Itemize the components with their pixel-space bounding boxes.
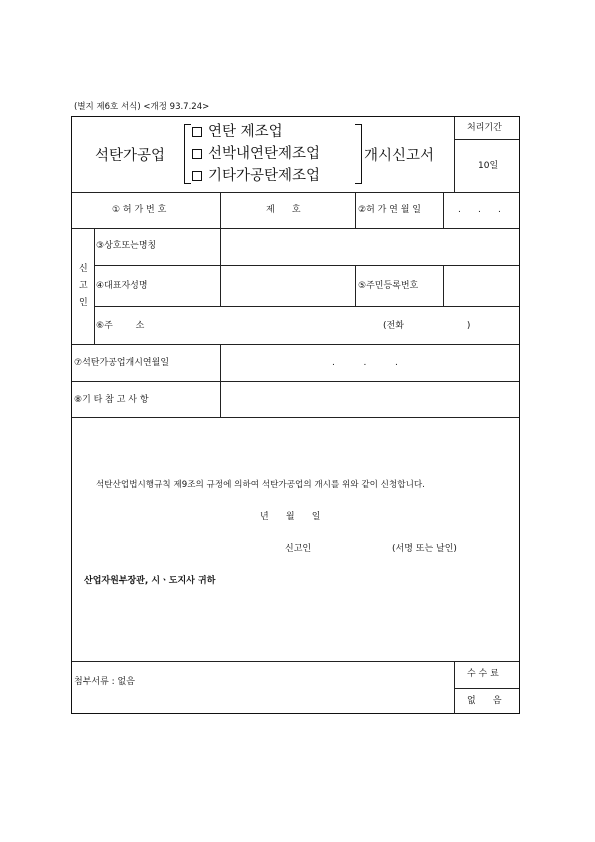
start-date-value: . . .	[332, 358, 398, 368]
checkbox-icon	[192, 171, 202, 181]
permit-date-value: . . .	[458, 205, 501, 215]
fee-value: 없 음	[467, 696, 502, 706]
resident-no-label: ⑤주민등록번호	[358, 281, 419, 291]
start-date-label: ⑦석탄가공업개시연월일	[74, 358, 170, 368]
fee-label: 수 수 료	[467, 669, 499, 679]
processing-value: 10일	[478, 161, 499, 171]
phone-label: (전화 )	[383, 321, 471, 331]
rep-name-label: ④대표자성명	[96, 281, 148, 291]
other-label: ⑧기 타 참 고 사 항	[74, 395, 149, 405]
permit-no-label: ① 허 가 번 호	[112, 205, 167, 215]
title-option-1: 연탄 제조업	[192, 125, 283, 140]
date-line: 년 월 일	[260, 512, 321, 522]
reporter-label-3: 인	[79, 298, 88, 308]
title-prefix: 석탄가공업	[95, 148, 166, 164]
reporter-label-2: 고	[79, 281, 88, 291]
checkbox-icon	[192, 149, 202, 159]
permit-no-value: 제 호	[266, 205, 301, 215]
processing-label: 처리기간	[467, 123, 502, 133]
addressee: 산업자원부장관, 시ㆍ도지사 귀하	[84, 576, 216, 586]
left-bracket	[184, 124, 191, 184]
right-bracket	[355, 124, 362, 184]
title-option-2: 선박내연탄제조업	[192, 147, 320, 162]
attachments: 첨부서류 : 없음	[74, 677, 135, 687]
reporter-name: 신고인	[285, 544, 312, 554]
address-label: ⑥주 소	[96, 321, 145, 331]
reporter-label-1: 신	[79, 264, 88, 274]
signature-note: (서명 또는 날인)	[392, 544, 457, 554]
statement: 석탄산업법시행규칙 제9조의 규정에 의하여 석탄가공업의 개시를 위와 같이 신청합니다.	[96, 480, 425, 490]
company-label: ③상호또는명칭	[96, 241, 157, 251]
title-suffix: 개시신고서	[364, 148, 435, 164]
form-note: (별지 제6호 서식) <개정 93.7.24>	[74, 102, 210, 112]
title-option-3: 기타가공탄제조업	[192, 169, 320, 184]
permit-date-label: ②허 가 연 월 일	[358, 205, 421, 215]
checkbox-icon	[192, 127, 202, 137]
